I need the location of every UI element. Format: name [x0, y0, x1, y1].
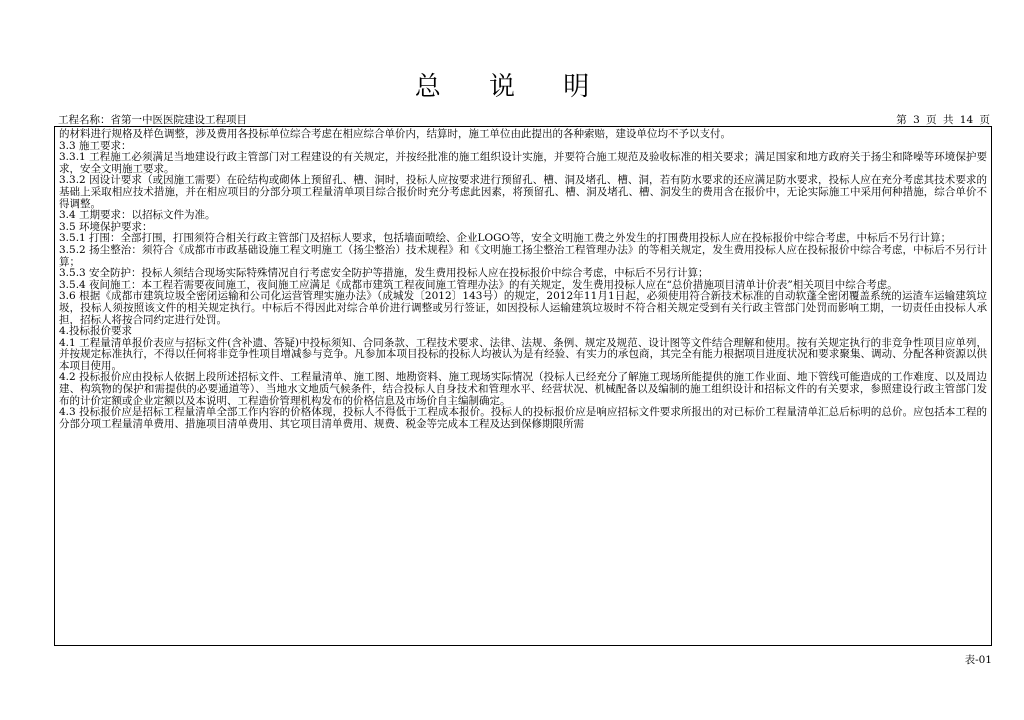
paragraph: 4.1 工程量清单报价表应与招标文件(含补遗、答疑)中投标须知、合同条款、工程技术要求、法律、法规、条例、规定及规范、设计图等文件结合理解和使用。按有关规定执行的非竞争性项目应单列，并按规定标准执行，不得以任何将非竞争性项目增减参与竞争。凡参加本项目投标的投标人均被认为是有经验、有实力的承包商，其完全有能力根据项目进度状况和要求聚集、调动、分配各种资源以供本项目使用。 [59, 336, 987, 372]
project-name: 工程名称：省第一中医医院建设工程项目 [58, 114, 247, 126]
form-number: 表-01 [964, 654, 992, 666]
paragraph: 3.5.1 打围：全部打围，打围须符合相关行政主管部门及招标人要求，包括墙面喷绘、企业LOGO等，安全文明施工费之外发生的打围费用投标人应在投标报价中综合考虑，中标后不另行计算； [59, 232, 952, 245]
document-title: 总 说 明 [414, 72, 610, 102]
page-indicator: 第 3 页 共 14 页 [896, 114, 990, 126]
paragraph: 4.2 投标报价应由投标人依据上段所述招标文件、工程量清单、施工图、地勘资料、施工现场实际情况（投标人已经充分了解施工现场所能提供的施工作业面、地下管线可能造成的工作难度、以及周边建、构筑物的保护和需提供的必要通道等）、当地水文地质气候条件，结合投标人自身技术和管理水平、经营状况、机械配备以及编制的施工组织设计和招标文件的有关要求，参照建设行政主管部门发布的计价定额或企业定额以及本说明、工程造价管理机构发布的价格信息及市场价自主编制确定。 [59, 371, 987, 407]
content-frame [54, 126, 992, 646]
paragraph: 的材料进行规格及样色调整，涉及费用各投标单位综合考虑在相应综合单价内，结算时，施工单位由此提出的各种索赔，建设单位均不予以支付。 [59, 128, 731, 140]
paragraph: 3.6 根据《成都市建筑垃圾全密闭运输和公司化运营管理实施办法》（成城发〔2012〕143号）的规定，2012年11月1日起，必须使用符合新技术标准的自动软蓬全密闭覆盖系统的运渣车运输建筑垃圾，投标人须按照该文件的相关规定执行。中标后不得因此对综合单价进行调整或另行签证，如因投标人运输建筑垃圾时不符合相关规定受到有关行政主管部门处罚而影响工期，一切责任由投标人承担，招标人将按合同约定进行处罚。 [59, 290, 987, 326]
paragraph: 3.3.1 工程施工必须满足当地建设行政主管部门对工程建设的有关规定，并按经批准的施工组织设计实施，并要符合施工规范及验收标准的相关要求；满足国家和地方政府关于扬尘和降噪等环境保护要求，安全文明施工要求。 [59, 151, 987, 175]
paragraph: 3.5 环境保护要求： [59, 220, 153, 233]
paragraph: 3.3.2 因设计要求（或因施工需要）在砼结构或砌体上预留孔、槽、洞时，投标人应按要求进行预留孔、槽、洞及堵孔、槽、洞，若有防水要求的还应满足防水要求，投标人应在充分考虑其技术要求的基础上采取相应技术措施，并在相应项目的分部分项工程量清单项目综合报价时充分考虑此因素，将预留孔、槽、洞及堵孔、槽、洞发生的费用含在报价中，无论实际施工中采用何种措施，综合单价不得调整。 [59, 174, 987, 210]
paragraph: 4.3 投标报价应是招标工程量清单全部工作内容的价格体现，投标人不得低于工程成本报价。投标人的投标报价应是响应招标文件要求所报出的对已标价工程量清单汇总后标明的总价。应包括本工程的分部分项工程量清单费用、措施项目清单费用、其它项目清单费用、规费、税金等完成本工程及达到保修期限所需 [59, 406, 987, 430]
content-body [55, 127, 991, 430]
paragraph: 3.3 施工要求： [59, 139, 132, 152]
paragraph: 4.投标报价要求 [59, 325, 133, 338]
paragraph: 3.4 工期要求：以招标文件为准。 [59, 209, 216, 222]
paragraph: 3.5.2 扬尘整治：须符合《成都市市政基础设施工程文明施工（扬尘整治）技术规程》和《文明施工扬尘整治工程管理办法》的等相关规定，发生费用投标人应在投标报价中综合考虑，中标后不另行计算； [59, 243, 987, 268]
paragraph: 3.5.4 夜间施工：本工程若需要夜间施工，夜间施工应满足《成都市建筑工程夜间施工管理办法》的有关规定，发生费用投标人应在“总价措施项目清单计价表”相关项目中综合考虑。 [59, 278, 898, 291]
paragraph: 3.5.3 安全防护：投标人须结合现场实际特殊情况自行考虑安全防护等措施，发生费用投标人应在投标报价中综合考虑，中标后不另行计算； [59, 267, 709, 280]
